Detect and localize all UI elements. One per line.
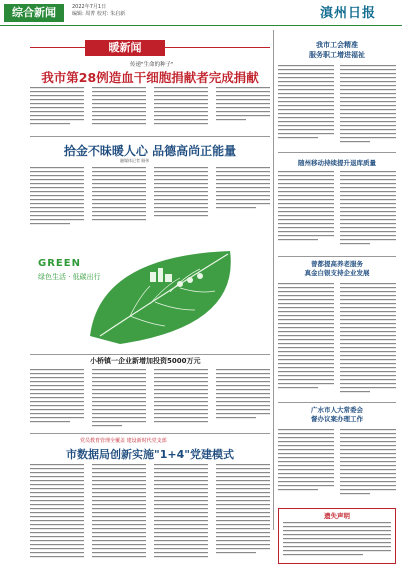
right-headline-3-line-1: 曾都提高养老服务: [311, 260, 363, 268]
right-article-1-body: [278, 64, 396, 148]
main-kicker: 传递"生命的种子": [130, 62, 174, 68]
right-headline-3: [278, 260, 396, 278]
right-headline-1: [278, 40, 396, 60]
date-line-1: 2022年7月1日: [72, 4, 107, 10]
bottom-headline: 市数据局创新实施"1+4"党建模式: [66, 448, 234, 461]
section-title: 综合新闻: [4, 4, 64, 22]
right-headline-1-line-2: 服务职工增进福祉: [309, 51, 365, 59]
right-headline-3-line-2: 真金白银支持企业发展: [304, 269, 370, 277]
page-header: [0, 0, 402, 26]
bottom-body-columns: [30, 463, 270, 563]
right-headline-4-line-1: 广水市人大常委会: [311, 406, 363, 414]
right-article-2-text-lines: [278, 170, 396, 254]
main-headline: 我市第28例造血干细胞捐献者完成捐献: [41, 70, 259, 85]
header-divider: [0, 25, 402, 26]
right-article-4-text-lines: [278, 428, 396, 504]
right-article-1-text-lines: [278, 64, 396, 148]
right-article-4-body: [278, 428, 396, 504]
second-body-text-lines: [30, 166, 270, 232]
date-line: [72, 4, 192, 18]
green-slogan: 绿色生活 · 低碳出行: [38, 273, 101, 281]
right-article-3-text-lines: [278, 282, 396, 398]
second-byline: 融媒体记者 顾伟: [120, 158, 150, 163]
lost-notice-box: [278, 508, 396, 564]
notice-title: 遗失声明: [324, 512, 350, 520]
caption-body-text-lines: [30, 368, 270, 434]
main-body-text-lines: [30, 86, 270, 132]
caption-headline: 小桥镇一企业新增加投资5000万元: [90, 357, 201, 365]
right-article-3-body: [278, 282, 396, 398]
bottom-body-text-lines: [30, 463, 270, 563]
masthead: 滇州日报: [320, 6, 377, 21]
right-headline-4-line-2: 督办议案办理工作: [311, 415, 363, 423]
right-divider-2: [278, 256, 396, 257]
date-line-2: 编辑: 周菁 校对: 朱启新: [72, 11, 126, 17]
right-column-divider: [273, 30, 274, 530]
right-headline-1-line-1: 我市工会精准: [316, 41, 358, 49]
bottom-kicker: 党员教育管理全覆盖 建设新时代党支部: [80, 438, 167, 444]
main-body-columns: [30, 86, 270, 132]
green-title: GREEN: [38, 258, 81, 269]
leaf-illustration: [30, 236, 270, 352]
second-body-columns: [30, 166, 270, 232]
second-headline: 拾金不昧暖人心 品德高尚正能量: [63, 144, 237, 158]
right-article-2-body: [278, 170, 396, 254]
green-life-image: [30, 236, 270, 352]
warm-news-banner: 暖新闻: [85, 40, 165, 56]
caption-body-columns: [30, 368, 270, 434]
article-divider-3: [30, 433, 270, 434]
right-headline-4: [278, 406, 396, 424]
right-headline-2: 随州移动持续提升退库质量: [298, 159, 376, 167]
right-divider-1: [278, 152, 396, 153]
caption-rule: [30, 354, 270, 355]
article-divider-1: [30, 136, 270, 137]
notice-text-lines: [283, 521, 391, 561]
right-divider-3: [278, 402, 396, 403]
